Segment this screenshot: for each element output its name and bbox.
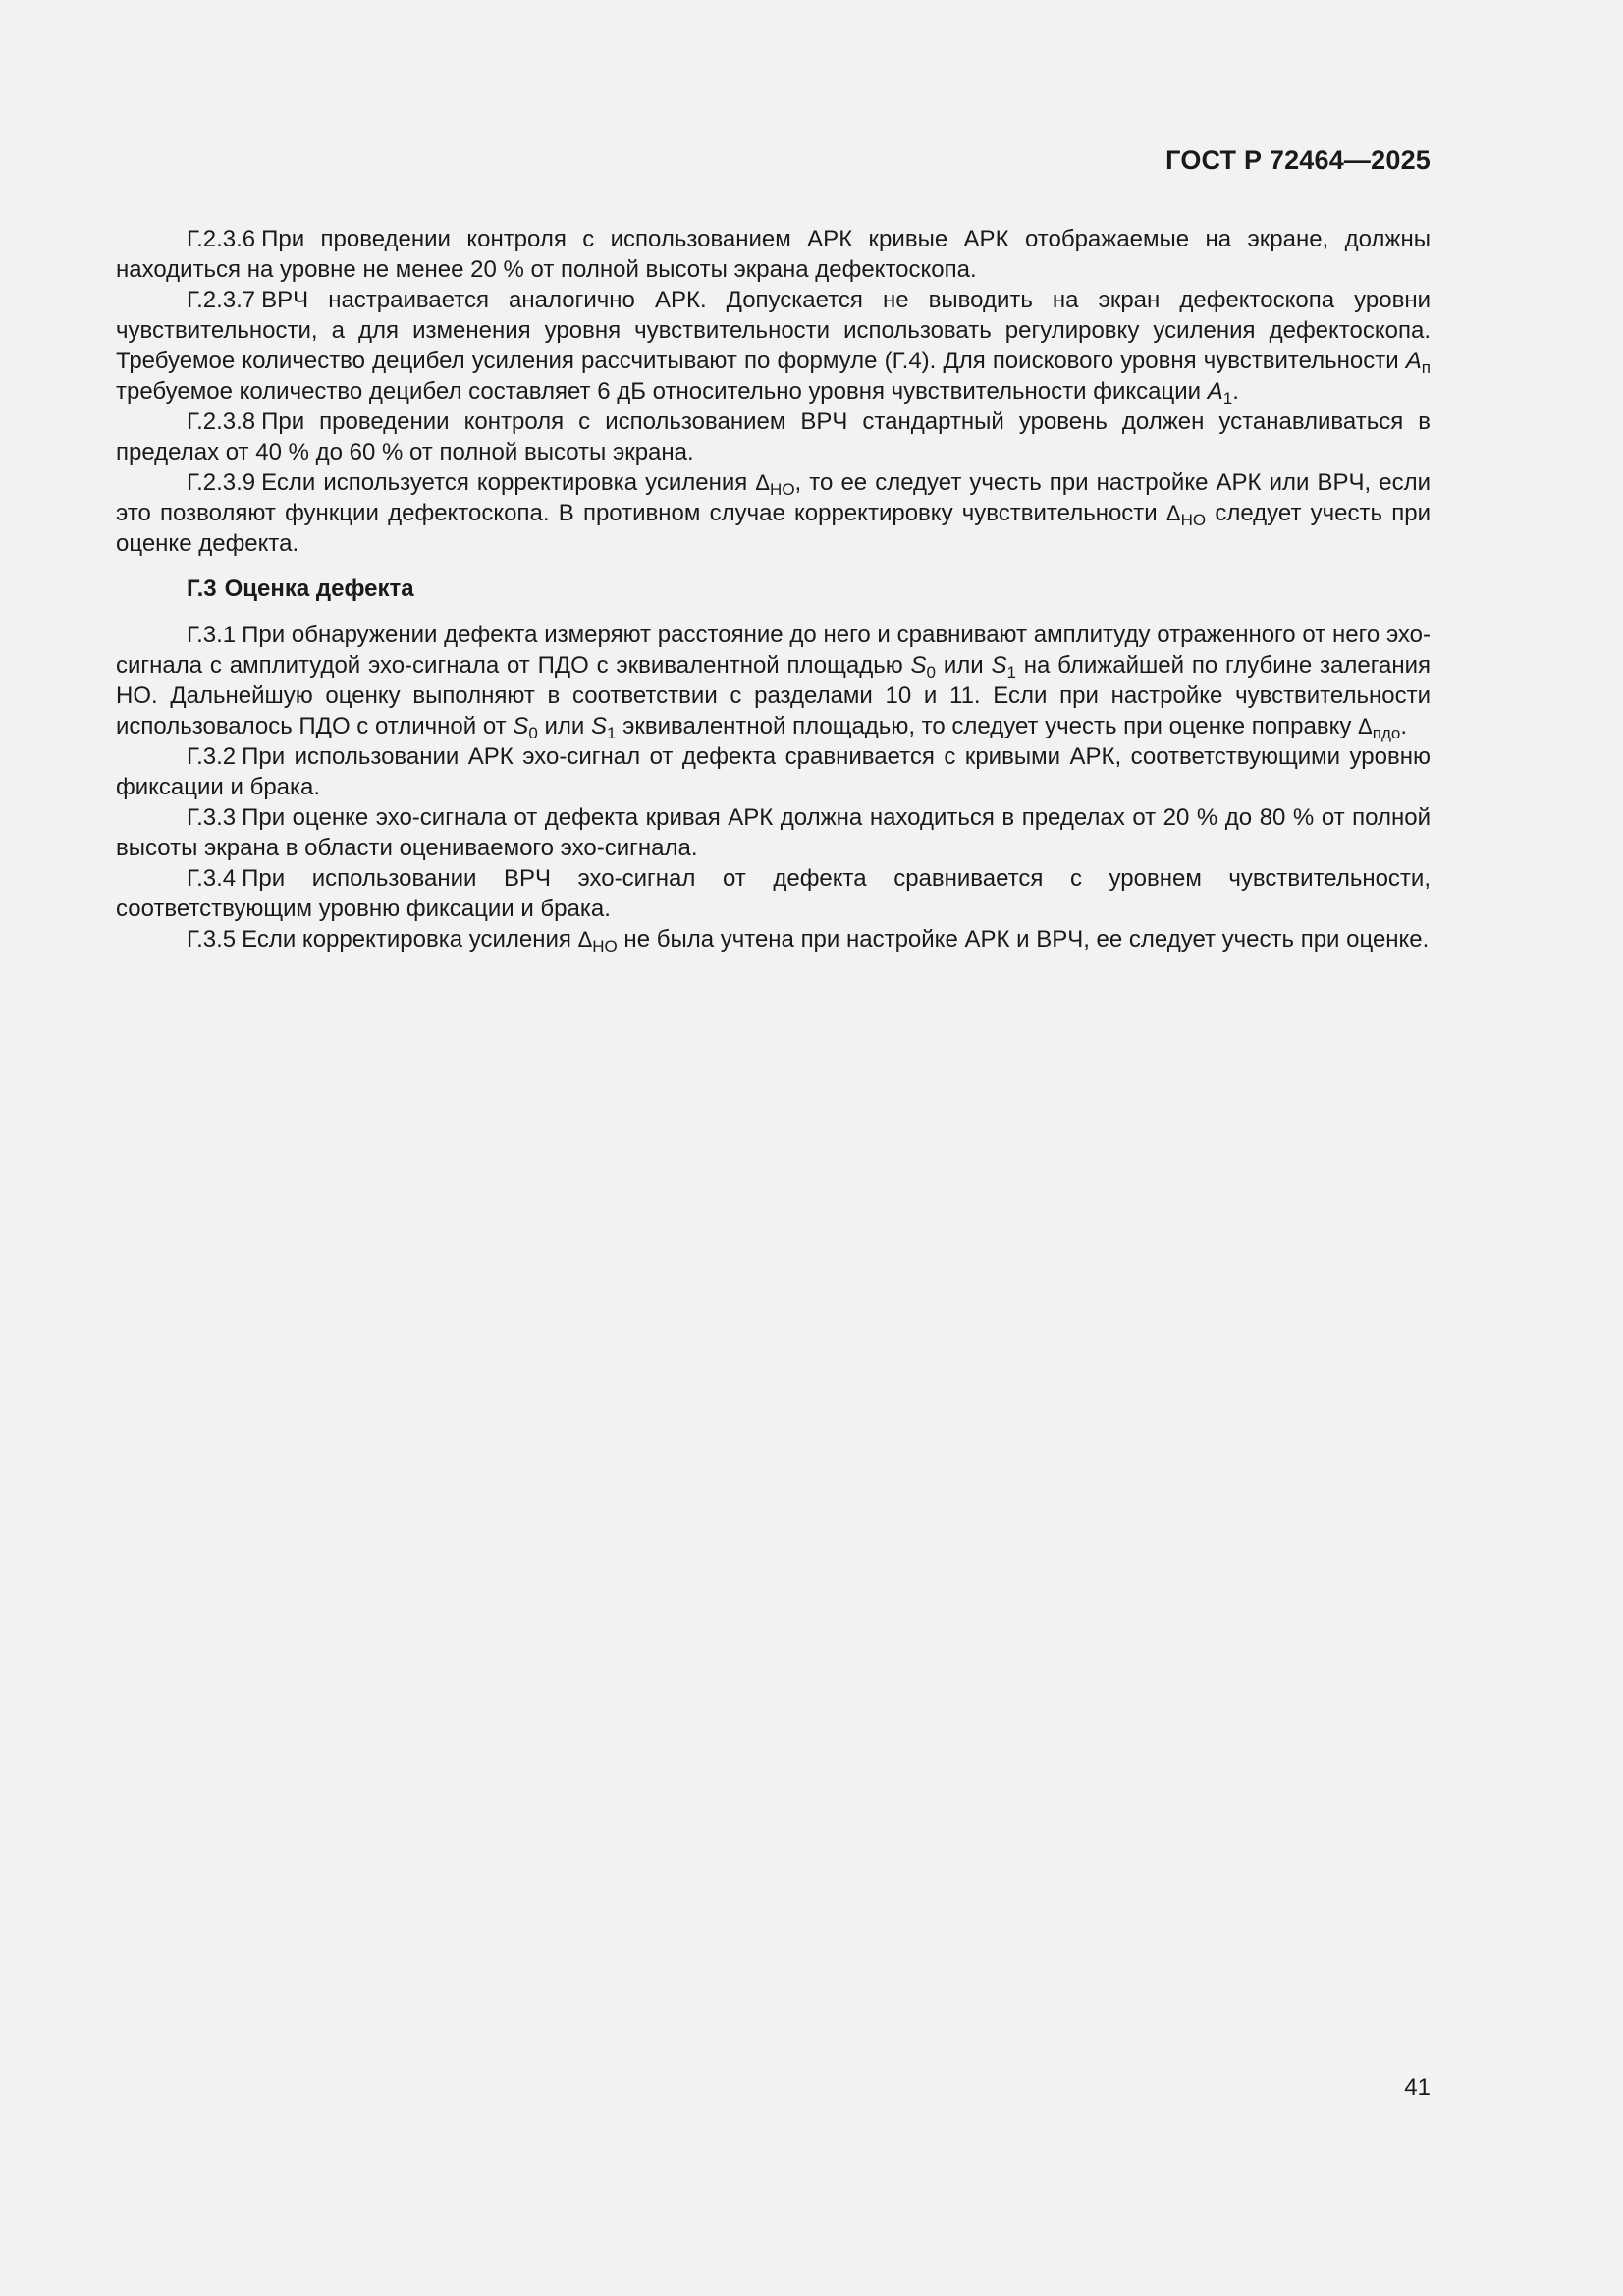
paragraph-g-2-3-9 bbox=[116, 467, 1431, 559]
paragraph-number: Г.3.3 bbox=[187, 804, 237, 831]
paragraph-number: Г.2.3.9 bbox=[187, 469, 256, 496]
symbol-subscript: НО bbox=[770, 480, 795, 499]
symbol-subscript: 1 bbox=[1222, 389, 1233, 408]
symbol-s: S bbox=[910, 652, 927, 679]
paragraph-text: При использовании АРК эхо-сигнал от дефекта сравнивается с кривыми АРК, соответствующими уровню фиксации и брака. bbox=[116, 743, 1431, 800]
paragraph-number: Г.3.4 bbox=[187, 865, 237, 892]
paragraph-text: При использовании ВРЧ эхо-сигнал от дефекта сравнивается с уровнем чувствительности, соответствующим уровню фиксации и брака. bbox=[116, 865, 1431, 922]
symbol-subscript: 1 bbox=[606, 724, 617, 742]
paragraph-text: При обнаружении дефекта измеряют расстояние до него и сравнивают амплитуду отраженного от него эхо-сигнала с амплитудой эхо-сигнала от ПДО с эквивалентной площадью bbox=[116, 622, 1431, 679]
paragraph-number: Г.2.3.7 bbox=[187, 287, 256, 313]
delta-symbol: Δ bbox=[1358, 714, 1373, 738]
paragraph-text: или bbox=[936, 652, 992, 679]
paragraph-g-3-4 bbox=[116, 863, 1431, 924]
paragraph-text: Если корректировка усиления bbox=[242, 926, 578, 953]
paragraph-text: . bbox=[1232, 378, 1239, 405]
paragraph-g-3-5 bbox=[116, 924, 1431, 955]
paragraph-text: эквивалентной площадью, то следует учесть при оценке поправку bbox=[616, 713, 1359, 739]
paragraph-g-2-3-8 bbox=[116, 407, 1431, 467]
symbol-subscript: 0 bbox=[528, 724, 538, 742]
paragraph-number: Г.3.5 bbox=[187, 926, 237, 953]
paragraph-text: При проведении контроля с использованием АРК кривые АРК отображаемые на экране, должны находиться на уровне не менее 20 % от полной высоты экрана дефектоскопа. bbox=[116, 226, 1431, 283]
symbol-a: A bbox=[1207, 378, 1223, 405]
symbol-subscript: п bbox=[1421, 358, 1431, 377]
paragraph-text: на ближайшей по глубине залегания НО. Дальнейшую оценку выполняют в соответствии с разделами 10 и 11. Если при настройке чувствительности использовалось ПДО с отличной от bbox=[116, 652, 1431, 739]
paragraph-number: Г.2.3.8 bbox=[187, 409, 256, 435]
symbol-subscript: 1 bbox=[1006, 663, 1016, 682]
paragraph-text: , то ее следует учесть при настройке АРК или ВРЧ, если это позволяют функции дефектоскопа. В противном случае корректировку чувствительности bbox=[116, 469, 1432, 526]
document-body bbox=[116, 224, 1431, 955]
symbol-s: S bbox=[513, 713, 529, 739]
paragraph-text: следует учесть при оценке дефекта. bbox=[116, 500, 1431, 557]
paragraph-g-3-2 bbox=[116, 741, 1431, 802]
symbol-subscript: НО bbox=[1180, 511, 1207, 529]
symbol-a: A bbox=[1405, 348, 1422, 374]
section-title: Оценка дефекта bbox=[224, 575, 414, 602]
symbol-s: S bbox=[590, 713, 607, 739]
delta-symbol: Δ bbox=[755, 470, 771, 495]
paragraph-text: Если используется корректировка усиления bbox=[261, 469, 756, 496]
paragraph-text: ВРЧ настраивается аналогично АРК. Допускается не выводить на экран дефектоскопа уровни чувствительности, а для изменения уровня чувствительности использовать регулировку усиления дефектоскопа. Требуемое количество децибел усиления рассчитывают по формуле (Г.4). Для поискового уровня чувствительности bbox=[116, 287, 1431, 374]
paragraph-g-2-3-6 bbox=[116, 224, 1431, 285]
delta-symbol: Δ bbox=[577, 927, 593, 952]
symbol-subscript: пдо bbox=[1372, 724, 1401, 742]
paragraph-number: Г.2.3.6 bbox=[187, 226, 256, 252]
paragraph-text: При оценке эхо-сигнала от дефекта кривая АРК должна находиться в пределах от 20 % до 80 % от полной высоты экрана в области оцениваемого эхо-сигнала. bbox=[116, 804, 1431, 861]
paragraph-number: Г.3.2 bbox=[187, 743, 237, 770]
paragraph-text: При проведении контроля с использованием ВРЧ стандартный уровень должен устанавливаться в пределах от 40 % до 60 % от полной высоты экрана. bbox=[116, 409, 1431, 465]
paragraph-text: . bbox=[1400, 713, 1407, 739]
symbol-s: S bbox=[991, 652, 1007, 679]
section-number: Г.3 bbox=[187, 575, 217, 602]
section-heading-g-3 bbox=[116, 574, 1431, 604]
paragraph-text: или bbox=[537, 713, 591, 739]
document-code-header: ГОСТ Р 72464—2025 bbox=[1165, 145, 1431, 175]
paragraph-text: требуемое количество децибел составляет 6 дБ относительно уровня чувствительности фиксации bbox=[116, 378, 1208, 405]
paragraph-g-2-3-7 bbox=[116, 285, 1431, 407]
paragraph-g-3-3 bbox=[116, 802, 1431, 863]
symbol-subscript: 0 bbox=[926, 663, 937, 682]
page-number: 41 bbox=[1404, 2074, 1431, 2101]
symbol-subscript: НО bbox=[592, 937, 618, 956]
paragraph-g-3-1 bbox=[116, 620, 1431, 741]
delta-symbol: Δ bbox=[1165, 501, 1181, 525]
paragraph-text: не была учтена при настройке АРК и ВРЧ, ее следует учесть при оценке. bbox=[617, 926, 1430, 953]
paragraph-number: Г.3.1 bbox=[187, 622, 237, 648]
